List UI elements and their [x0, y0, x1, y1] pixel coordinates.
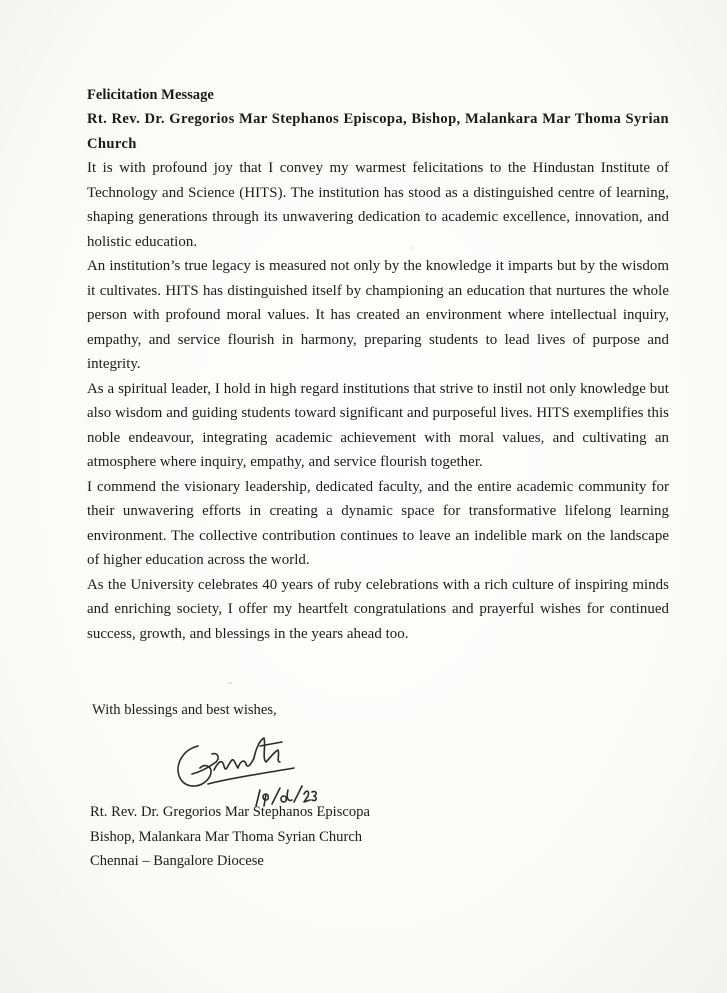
signatory-name: Rt. Rev. Dr. Gregorios Mar Stephanos Episcopa: [90, 804, 370, 820]
signatory-diocese: Chennai – Bangalore Diocese: [90, 853, 264, 869]
signatory-block: [90, 800, 370, 874]
paragraph-1: It is with profound joy that I convey my warmest felicitations to the Hindustan Institute of Technology and Science (HITS). The institution has stood as a distinguished centre of learning, shaping generations through its unwavering dedication to academic excellence, innovation, and holistic education.: [87, 160, 669, 250]
closing-line: With blessings and best wishes,: [92, 702, 277, 718]
paragraph-2: An institution’s true legacy is measured not only by the knowledge it imparts but by the wisdom it cultivates. HITS has distinguished itself by championing an education that nurtures the whole person with profound moral values. It has created an environment where intellectual inquiry, empathy, and service flourish in harmony, preparing students to lead lives of purpose and integrity.: [87, 258, 669, 372]
paragraph-5: As the University celebrates 40 years of ruby celebrations with a rich culture of inspiring minds and enriching society, I offer my heartfelt congratulations and prayerful wishes for continued success, growth, and blessings in the years ahead too.: [87, 576, 669, 642]
signatory-role: Bishop, Malankara Mar Thoma Syrian Church: [90, 828, 363, 845]
letter-heading: Felicitation Message: [87, 87, 214, 103]
paragraph-4: I commend the visionary leadership, dedicated faculty, and the entire academic community for their unwavering efforts in creating a dynamic space for transformative lifelong learning environment. The collective contribution continues to leave an indelible mark on the landscape of higher education across the world.: [87, 478, 669, 568]
letter-body: [87, 83, 669, 646]
scan-speck: [228, 682, 232, 684]
letter-title: Rt. Rev. Dr. Gregorios Mar Stephanos Episcopa, Bishop, Malankara Mar Thoma Syrian Church: [87, 111, 669, 152]
paragraph-3: As a spiritual leader, I hold in high regard institutions that strive to instil not only knowledge but also wisdom and guiding students toward significant and purposeful lives. HITS exemplifies this noble endeavour, integrating academic achievement with moral values, and cultivating an atmosphere where inquiry, empathy, and service flourish together.: [87, 380, 669, 470]
